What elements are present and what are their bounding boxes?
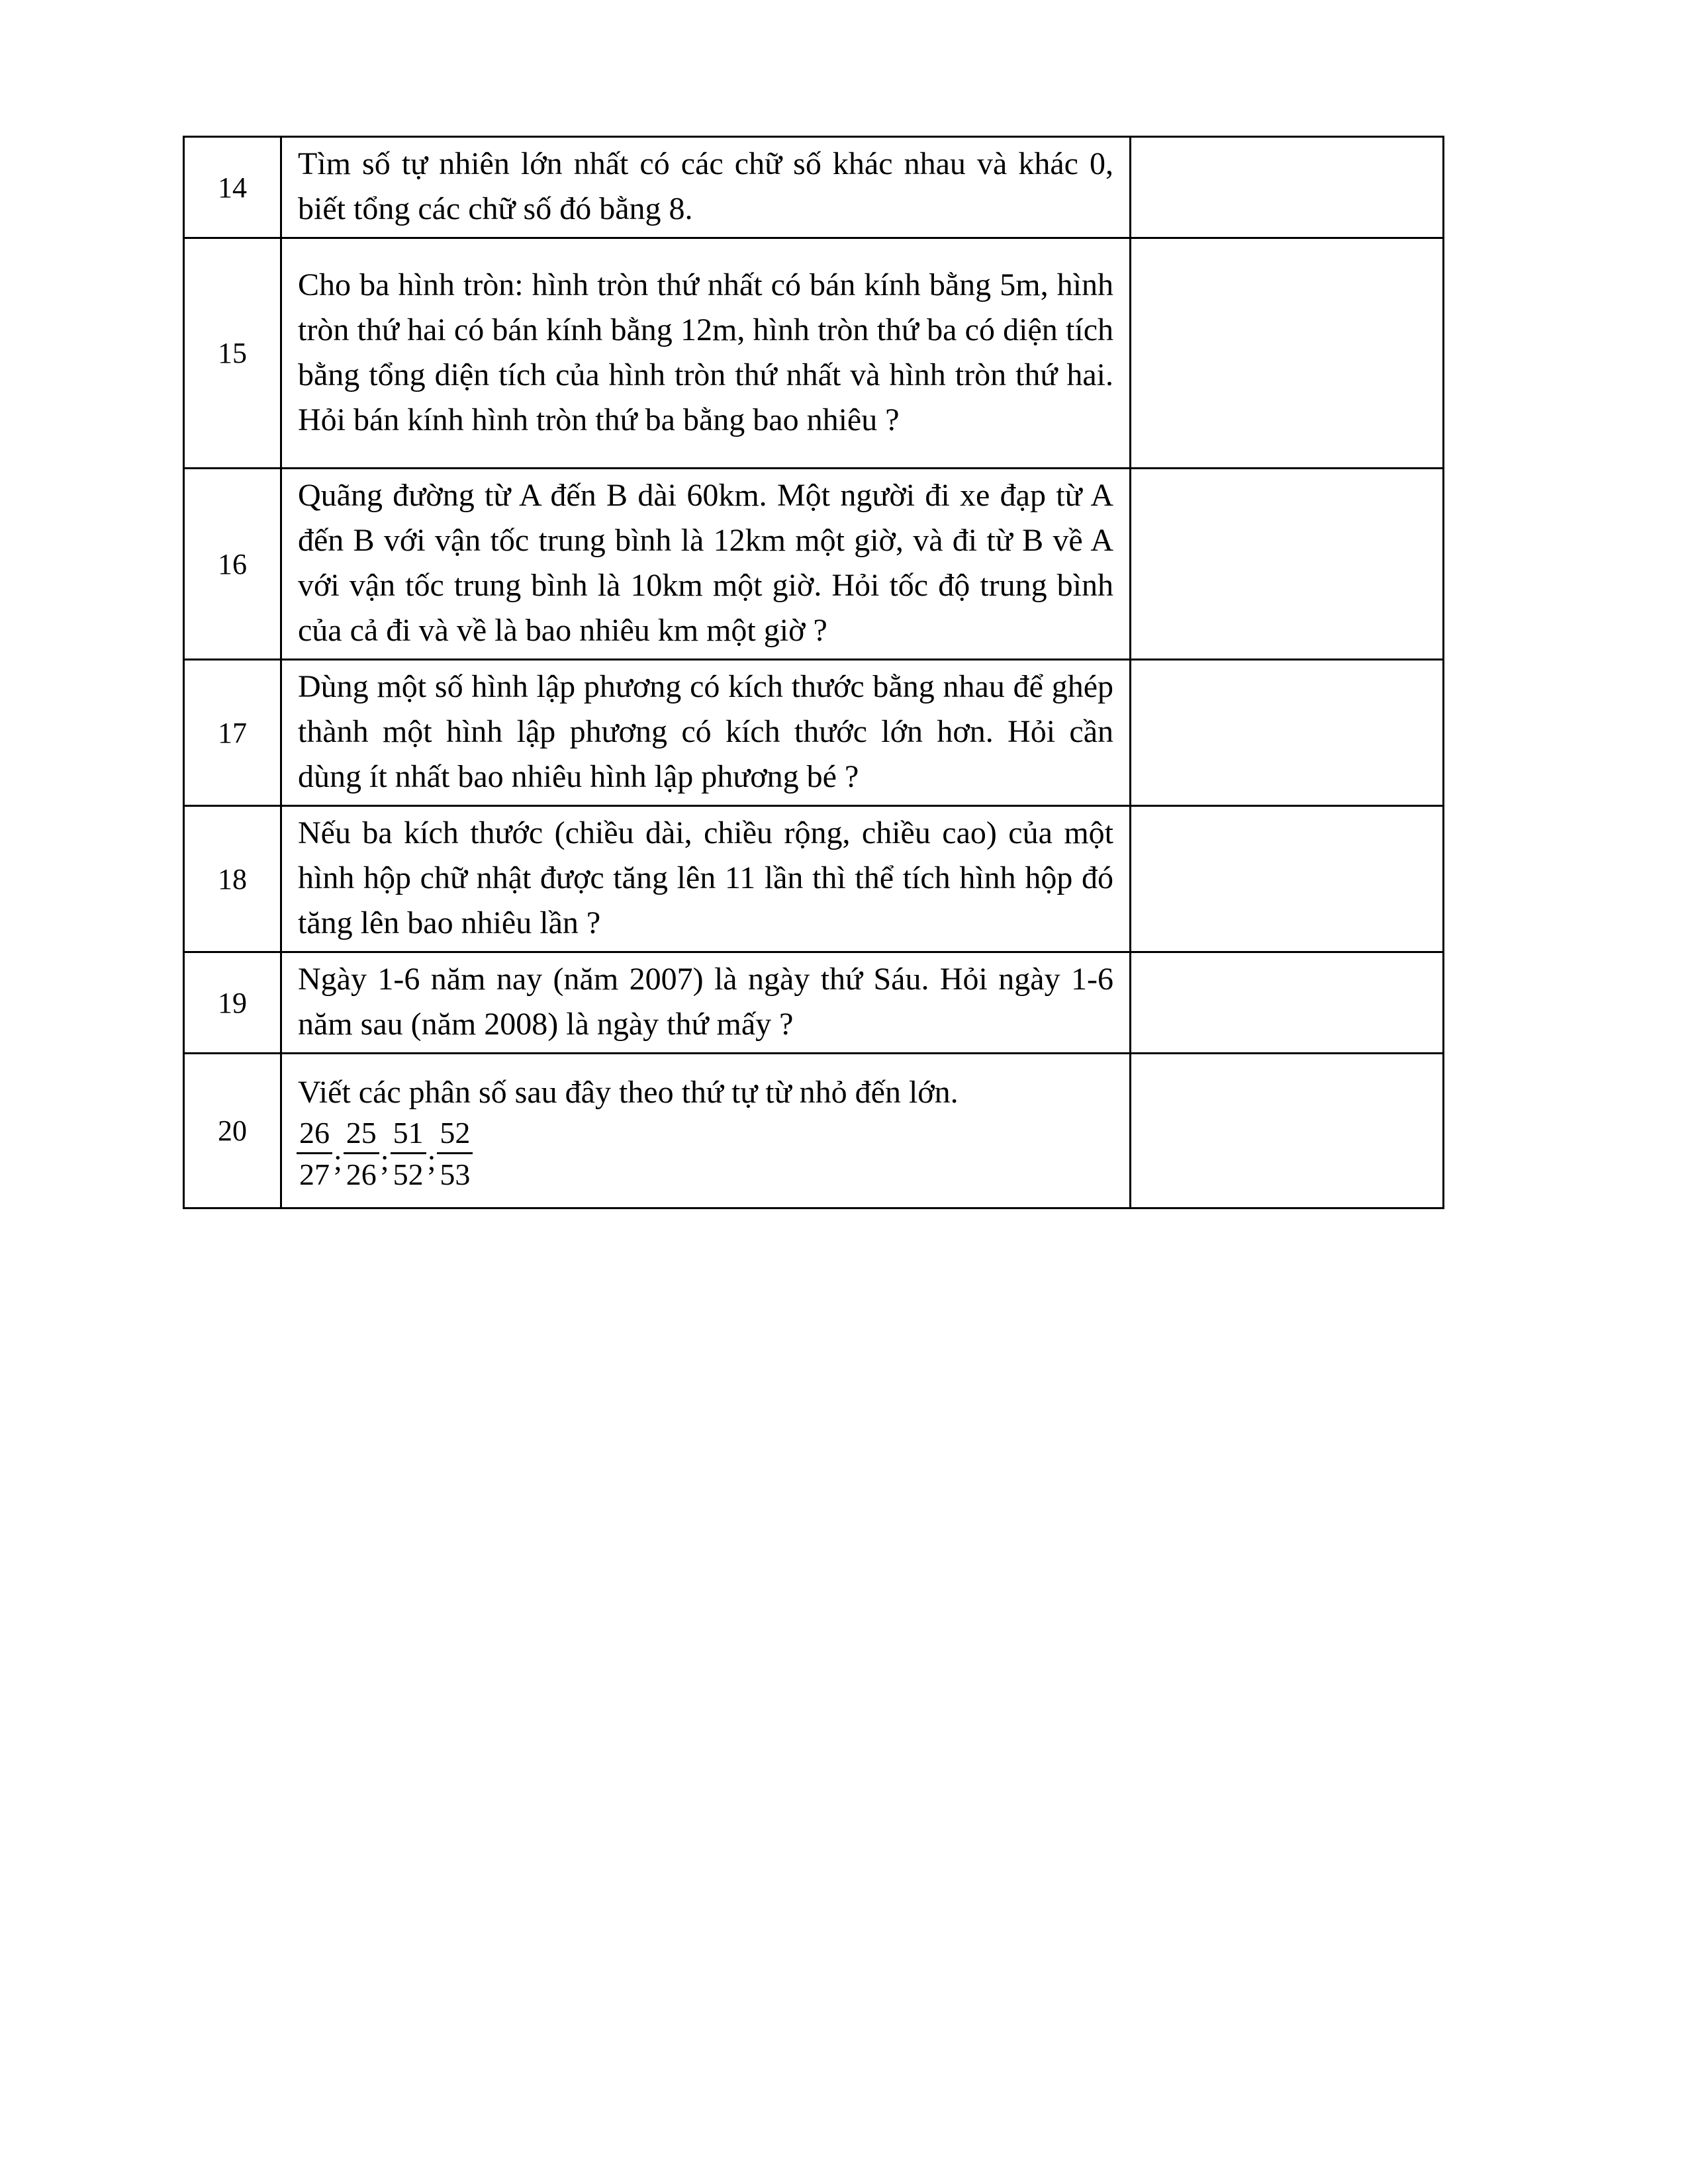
question-number: 17 <box>184 660 281 806</box>
question-cell <box>281 1054 1131 1208</box>
answer-cell[interactable] <box>1131 806 1444 952</box>
fraction-list <box>297 1118 1113 1190</box>
answer-cell[interactable] <box>1131 469 1444 660</box>
fraction-denominator: 53 <box>440 1158 471 1191</box>
table-row <box>184 137 1444 238</box>
fraction <box>344 1118 379 1190</box>
question-number: 14 <box>184 137 281 238</box>
answer-cell[interactable] <box>1131 952 1444 1054</box>
problem-table <box>183 136 1444 1209</box>
question-text: Tìm số tự nhiên lớn nhất có các chữ số khác nhau và khác 0, biết tổng các chữ số đó bằng 8. <box>281 137 1131 238</box>
fraction-numerator: 25 <box>344 1118 379 1154</box>
question-number: 16 <box>184 469 281 660</box>
fraction-denominator: 52 <box>393 1158 424 1191</box>
question-number: 20 <box>184 1054 281 1208</box>
question-text: Quãng đường từ A đến B dài 60km. Một người đi xe đạp từ A đến B với vận tốc trung bình là 12km một giờ, và đi từ B về A với vận tốc trung bình là 10km một giờ. Hỏi tốc độ trung bình của cả đi và về là bao nhiêu km một giờ ? <box>281 469 1131 660</box>
fraction-numerator: 26 <box>297 1118 332 1154</box>
fraction-separator: ; <box>334 1142 342 1177</box>
fraction-separator: ; <box>427 1142 436 1177</box>
question-text: Ngày 1-6 năm nay (năm 2007) là ngày thứ Sáu. Hỏi ngày 1-6 năm sau (năm 2008) là ngày thứ mấy ? <box>281 952 1131 1054</box>
fraction <box>297 1118 332 1190</box>
table-row <box>184 952 1444 1054</box>
table-row <box>184 238 1444 469</box>
fraction-separator: ; <box>380 1142 389 1177</box>
question-text: Nếu ba kích thước (chiều dài, chiều rộng, chiều cao) của một hình hộp chữ nhật được tăng lên 11 lần thì thể tích hình hộp đó tăng lên bao nhiêu lần ? <box>281 806 1131 952</box>
answer-cell[interactable] <box>1131 1054 1444 1208</box>
question-number: 18 <box>184 806 281 952</box>
answer-cell[interactable] <box>1131 137 1444 238</box>
question-number: 15 <box>184 238 281 469</box>
question-text: Dùng một số hình lập phương có kích thước bằng nhau để ghép thành một hình lập phương có kích thước lớn hơn. Hỏi cần dùng ít nhất bao nhiêu hình lập phương bé ? <box>281 660 1131 806</box>
fraction-denominator: 26 <box>346 1158 377 1191</box>
answer-cell[interactable] <box>1131 238 1444 469</box>
table-row <box>184 806 1444 952</box>
question-number: 19 <box>184 952 281 1054</box>
fraction <box>391 1118 426 1190</box>
fraction-numerator: 51 <box>391 1118 426 1154</box>
question-text: Cho ba hình tròn: hình tròn thứ nhất có bán kính bằng 5m, hình tròn thứ hai có bán kính bằng 12m, hình tròn thứ ba có diện tích bằng tổng diện tích của hình tròn thứ nhất và hình tròn thứ hai. Hỏi bán kính hình tròn thứ ba bằng bao nhiêu ? <box>281 238 1131 469</box>
table-row <box>184 660 1444 806</box>
fraction <box>437 1118 473 1190</box>
table-row <box>184 469 1444 660</box>
fraction-numerator: 52 <box>437 1118 473 1154</box>
question-text: Viết các phân số sau đây theo thứ tự từ nhỏ đến lớn. <box>298 1075 959 1110</box>
answer-cell[interactable] <box>1131 660 1444 806</box>
table-row <box>184 1054 1444 1208</box>
fraction-denominator: 27 <box>299 1158 330 1191</box>
